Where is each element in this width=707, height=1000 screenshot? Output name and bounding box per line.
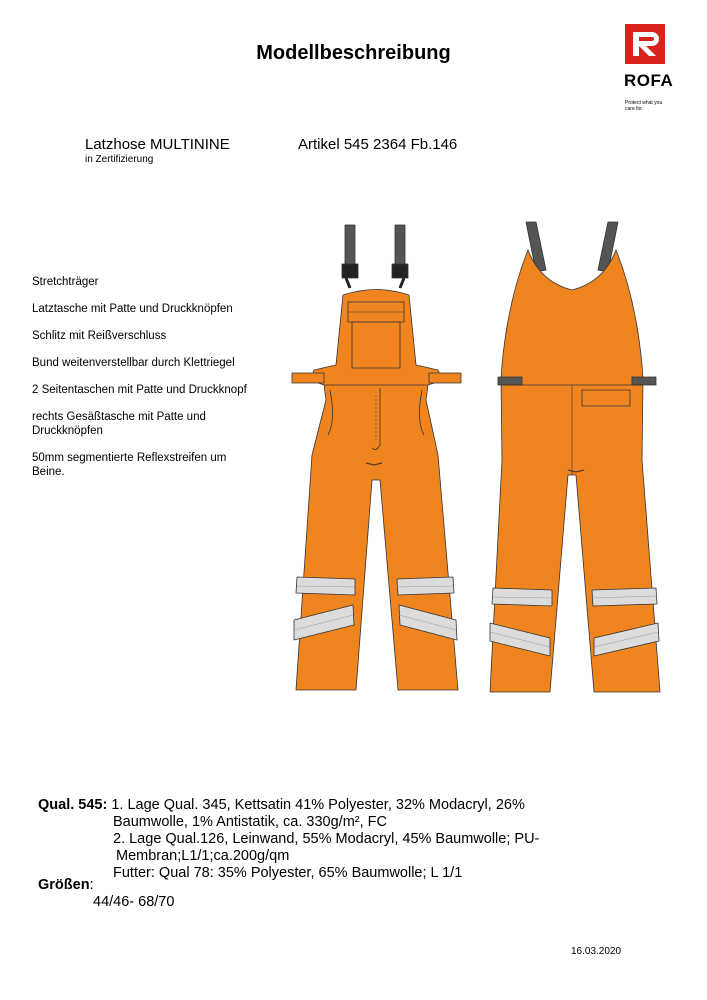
logo-brand: ROFA	[624, 71, 674, 90]
feature-item: 2 Seitentaschen mit Patte und Druckknopf	[32, 384, 247, 396]
sizes-label-text: Größen	[38, 877, 90, 893]
feature-item: 50mm segmentierte Reflexstreifen um Beine.	[32, 452, 227, 478]
feature-item: Stretchträger	[32, 276, 99, 288]
feature-list	[32, 275, 252, 492]
composition-line: Baumwolle, 1% Antistatik, ca. 330g/m², FC	[113, 814, 387, 830]
logo-tagline	[625, 100, 675, 112]
feature-item: Schlitz mit Reißverschluss	[32, 330, 167, 342]
feature-item: rechts Gesäßtasche mit Patte und Druckknöpfen	[32, 411, 206, 437]
document-date: 16.03.2020	[571, 946, 622, 957]
sizes-value: 44/46- 68/70	[93, 894, 175, 910]
rofa-logo-icon	[625, 24, 665, 64]
product-subtitle: in Zertifizierung	[85, 154, 154, 165]
composition-line: 1. Lage Qual. 345, Kettsatin 41% Polyester, 32% Modacryl, 26%	[111, 797, 525, 813]
logo-tagline-line: care for.	[625, 106, 644, 112]
composition-line: 2. Lage Qual.126, Leinwand, 55% Modacryl, 45% Baumwolle; PU-	[113, 831, 540, 847]
sizes-colon: :	[89, 877, 94, 893]
feature-item: Latztasche mit Patte und Druckknöpfen	[32, 303, 233, 315]
product-name: Latzhose MULTININE	[85, 136, 230, 153]
article-number: Artikel 545 2364 Fb.146	[298, 136, 458, 153]
page-title: Modellbeschreibung	[256, 42, 451, 64]
bib-trousers-back-illustration	[488, 220, 666, 700]
rofa-logo	[625, 24, 681, 112]
feature-item: Bund weitenverstellbar durch Klettriegel	[32, 357, 235, 369]
sizes-label	[38, 877, 94, 893]
composition-line: Futter: Qual 78: 35% Polyester, 65% Baumwolle; L 1/1	[113, 865, 463, 881]
bib-trousers-front-illustration	[288, 220, 465, 700]
composition-line: Membran;L1/1;ca.200g/qm	[116, 848, 290, 864]
logo-tagline-line: Protect what you	[625, 100, 663, 106]
composition-label: Qual. 545:	[38, 797, 108, 813]
